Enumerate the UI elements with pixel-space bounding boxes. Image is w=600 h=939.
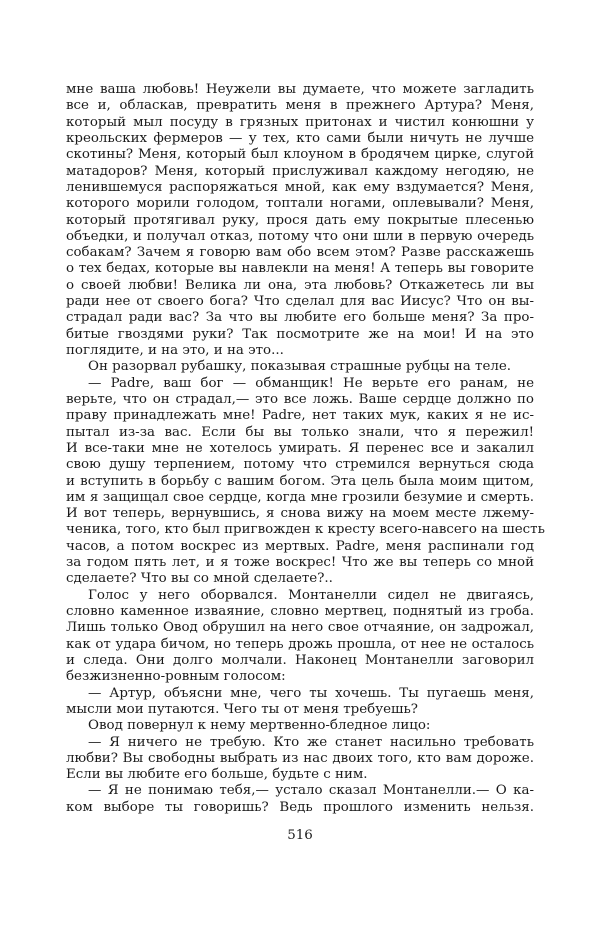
- paragraph: [66, 375, 545, 588]
- paragraph: [66, 686, 534, 719]
- text-line: мне ваша любовь! Неужели вы думаете, что можете загладить: [66, 82, 534, 97]
- text-line: — Артур, объясни мне, чего ты хочешь. Ты пугаешь меня,: [88, 685, 534, 701]
- text-line: и вступить в борьбу с вашим богом. Эта цель была моим щитом,: [66, 473, 534, 489]
- text-line: ради нее от своего бога? Что сделал для вас Иисус? Что он вы-: [66, 294, 534, 310]
- text-line: Овод повернул к нему мертвенно-бледное лицо:: [88, 718, 431, 734]
- text-line: Он разорвал рубашку, показывая страшные рубцы на теле.: [88, 359, 512, 375]
- text-line: И вот теперь, вернувшись, я снова вижу на моем месте лжему-: [66, 506, 534, 522]
- text-line: креольских фермеров — у тех, кто сами были ничуть не лучше: [66, 130, 534, 146]
- paragraph: [66, 735, 534, 784]
- paragraph: [66, 718, 534, 734]
- text-line: ком выборе ты говоришь? Ведь прошлого изменить нельзя.: [66, 799, 534, 815]
- text-line: — Padre, ваш бог — обманщик! Не верьте его ранам, не: [88, 375, 534, 391]
- paragraph: [66, 783, 534, 816]
- text-line: который протягивал руку, прося дать ему покрытые плесенью: [66, 212, 534, 228]
- text-line: скотины? Меня, который был клоуном в бродячем цирке, слугой: [66, 147, 534, 163]
- text-line: и следа. Они долго молчали. Наконец Монтанелли заговорил: [66, 652, 534, 668]
- text-line: словно каменное изваяние, словно мертвец, поднятый из гроба.: [66, 604, 534, 619]
- text-line: ленившемуся распоряжаться мной, как ему вздумается? Меня,: [66, 179, 534, 195]
- book-page-text: [66, 82, 545, 816]
- text-line: — Я не понимаю тебя,— устало сказал Монтанелли.— О ка-: [88, 783, 534, 799]
- text-line: матадоров? Меня, который прислуживал каждому негодяю, не: [66, 163, 534, 179]
- text-line: часов, а потом воскрес из мертвых. Padre, меня распинали год: [66, 538, 534, 554]
- text-line: поглядите, и на это, и на это...: [66, 343, 284, 358]
- text-line: которого морили голодом, топтали ногами, оплевывали? Меня,: [66, 196, 534, 212]
- text-line: как от удара бичом, но теперь дрожь прошла, от нее не осталось: [66, 636, 534, 652]
- text-line: Голос у него оборвался. Монтанелли сидел не двигаясь,: [88, 587, 534, 603]
- text-line: мысли мои путаются. Чего ты от меня требуешь?: [66, 701, 418, 717]
- text-line: сделаете? Что вы со мной сделаете?..: [66, 571, 333, 587]
- text-line: любви? Вы свободны выбрать из нас двоих того, кто вам дороже.: [66, 750, 534, 766]
- text-line: который мыл посуду в грязных притонах и чистил конюшни у: [66, 114, 534, 130]
- text-line: Если вы любите его больше, будьте с ним.: [66, 767, 368, 783]
- text-line: им я защищал свое сердце, когда мне грозили безумие и смерть.: [66, 489, 534, 505]
- text-line: — Я ничего не требую. Кто же станет насильно требовать: [88, 734, 534, 750]
- page-number: 516: [287, 828, 313, 843]
- text-line: о тех бедах, которые вы навлекли на меня! А теперь вы говорите: [66, 261, 534, 277]
- paragraph: [66, 359, 534, 375]
- text-line: битые гвоздями руки? Так посмотрите же на мои! И на это: [66, 326, 534, 342]
- text-line: страдал ради вас? За что вы любите его больше меня? За про-: [66, 310, 534, 326]
- text-line: безжизненно-ровным голосом:: [66, 669, 286, 685]
- text-line: верьте, что он страдал,— это все ложь. Ваше сердце должно по: [66, 391, 534, 407]
- text-line: свою душу терпением, потому что стремился вернуться сюда: [66, 457, 534, 473]
- text-line: о своей любви! Велика ли она, эта любовь? Откажетесь ли вы: [66, 277, 534, 293]
- text-line: все и, обласкав, превратить меня в прежнего Артура? Меня,: [66, 98, 534, 114]
- paragraph: [66, 588, 534, 686]
- text-line: И все-таки мне не хотелось умирать. Я перенес все и закалил: [66, 440, 534, 456]
- text-line: ченика, того, кто был пригвожден к кресту всего-навсего на шесть: [66, 522, 545, 538]
- text-line: за годом пять лет, и я тоже воскрес! Что же вы теперь со мной: [66, 555, 534, 571]
- text-line: объедки, и получал отказ, потому что они шли в первую очередь: [66, 228, 534, 244]
- text-line: пытал из-за вас. Если бы вы только знали, что я пережил!: [66, 424, 534, 440]
- text-line: собакам? Зачем я говорю вам обо всем этом? Разве расскажешь: [66, 245, 534, 261]
- text-line: Лишь только Овод обрушил на него свое отчаяние, он задрожал,: [66, 620, 534, 636]
- text-line: праву принадлежать мне! Padre, нет таких мук, каких я не ис-: [66, 408, 534, 424]
- paragraph: [66, 82, 534, 359]
